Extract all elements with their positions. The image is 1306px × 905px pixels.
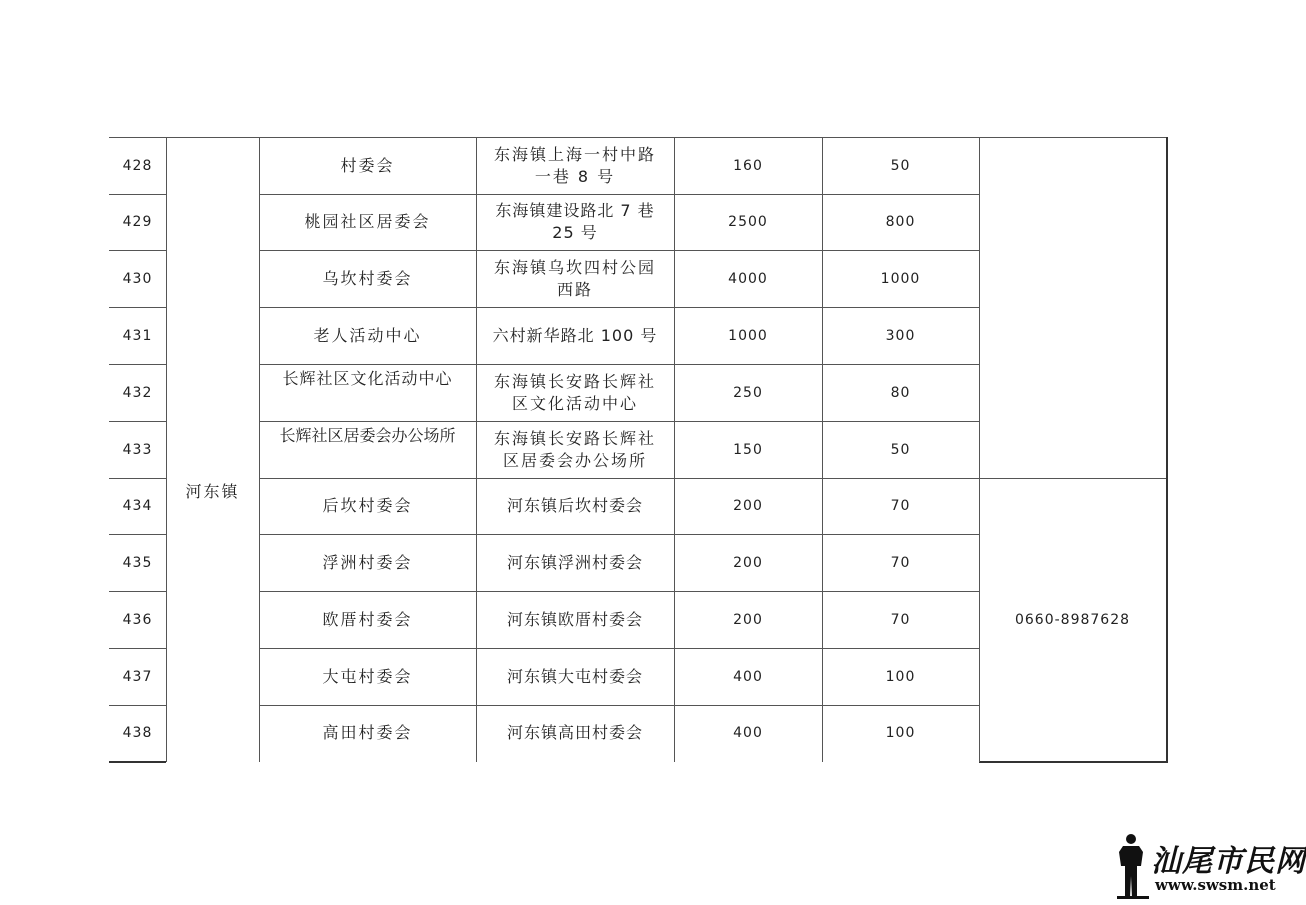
cell-area: 160 [733, 157, 763, 174]
cell-name: 桃园社区居委会 [304, 212, 431, 231]
cell-address: 六村新华路北 100 号 [492, 325, 658, 345]
cell-address: 河东镇欧厝村委会 [506, 609, 643, 629]
cell-no: 431 [122, 327, 153, 344]
cell-name: 大屯村委会 [322, 666, 413, 686]
cell-area: 4000 [728, 270, 768, 287]
cell-area: 200 [733, 498, 763, 514]
cell-address: 东海镇长安路长辉社区文化活动中心 [493, 371, 656, 413]
table-border-right [1166, 137, 1168, 762]
person-silhouette-icon [1117, 832, 1149, 900]
cell-name: 长辉社区文化活动中心 [282, 369, 453, 388]
cell-no: 428 [122, 157, 153, 174]
cell-capacity: 50 [890, 441, 911, 458]
cell-area: 200 [733, 554, 763, 571]
cell-no: 432 [122, 384, 153, 401]
table-border-bottom [109, 761, 166, 763]
watermark-url: www.swsm.net [1155, 876, 1276, 894]
cell-capacity: 100 [885, 668, 916, 685]
site-watermark [1117, 832, 1306, 900]
cell-area: 150 [733, 441, 763, 458]
cell-area: 200 [733, 611, 763, 628]
cell-capacity: 800 [885, 214, 916, 230]
cell-no: 436 [122, 611, 153, 628]
cell-capacity: 50 [890, 157, 911, 174]
col-line [979, 137, 980, 762]
cell-capacity: 70 [890, 498, 911, 514]
cell-name: 欧厝村委会 [322, 609, 413, 629]
cell-area: 400 [733, 725, 763, 741]
phone-cell: 0660-8987628 [1014, 611, 1131, 628]
cell-name: 村委会 [340, 155, 395, 175]
cell-capacity: 1000 [880, 270, 921, 287]
cell-no: 437 [122, 668, 153, 685]
cell-address: 河东镇大屯村委会 [506, 666, 643, 686]
table-border-bottom [979, 761, 1168, 763]
cell-address: 东海镇上海一村中路一巷 8 号 [493, 144, 656, 186]
cell-name: 乌坎村委会 [322, 268, 413, 288]
cell-area: 250 [733, 384, 763, 401]
cell-address: 河东镇高田村委会 [506, 723, 643, 742]
cell-name: 高田村委会 [322, 723, 413, 742]
cell-no: 435 [122, 554, 153, 571]
cell-capacity: 70 [890, 611, 911, 628]
cell-area: 400 [733, 668, 763, 685]
cell-area: 1000 [728, 327, 768, 344]
cell-capacity: 80 [890, 384, 911, 401]
cell-no: 430 [122, 270, 153, 287]
cell-no: 429 [122, 214, 153, 230]
cell-no: 434 [122, 498, 153, 514]
cell-capacity: 70 [890, 554, 911, 571]
cell-no: 433 [122, 441, 153, 458]
town-cell: 河东镇 [185, 482, 240, 501]
col-line [166, 137, 167, 762]
cell-address: 东海镇乌坎四村公园西路 [493, 257, 656, 299]
cell-name: 老人活动中心 [313, 325, 422, 345]
cell-name: 后坎村委会 [322, 496, 413, 515]
cell-area: 2500 [728, 214, 768, 230]
cell-address: 河东镇后坎村委会 [506, 496, 643, 515]
cell-address: 东海镇长安路长辉社区居委会办公场所 [493, 428, 656, 470]
cell-address: 东海镇建设路北 7 巷 25 号 [495, 201, 655, 242]
cell-capacity: 100 [885, 725, 916, 741]
cell-name: 长辉社区居委会办公场所 [279, 426, 456, 445]
cell-address: 河东镇浮洲村委会 [506, 552, 643, 572]
cell-capacity: 300 [885, 327, 916, 344]
cell-no: 438 [122, 725, 153, 741]
watermark-name: 汕尾市民网 [1151, 844, 1306, 879]
cell-name: 浮洲村委会 [322, 552, 413, 572]
